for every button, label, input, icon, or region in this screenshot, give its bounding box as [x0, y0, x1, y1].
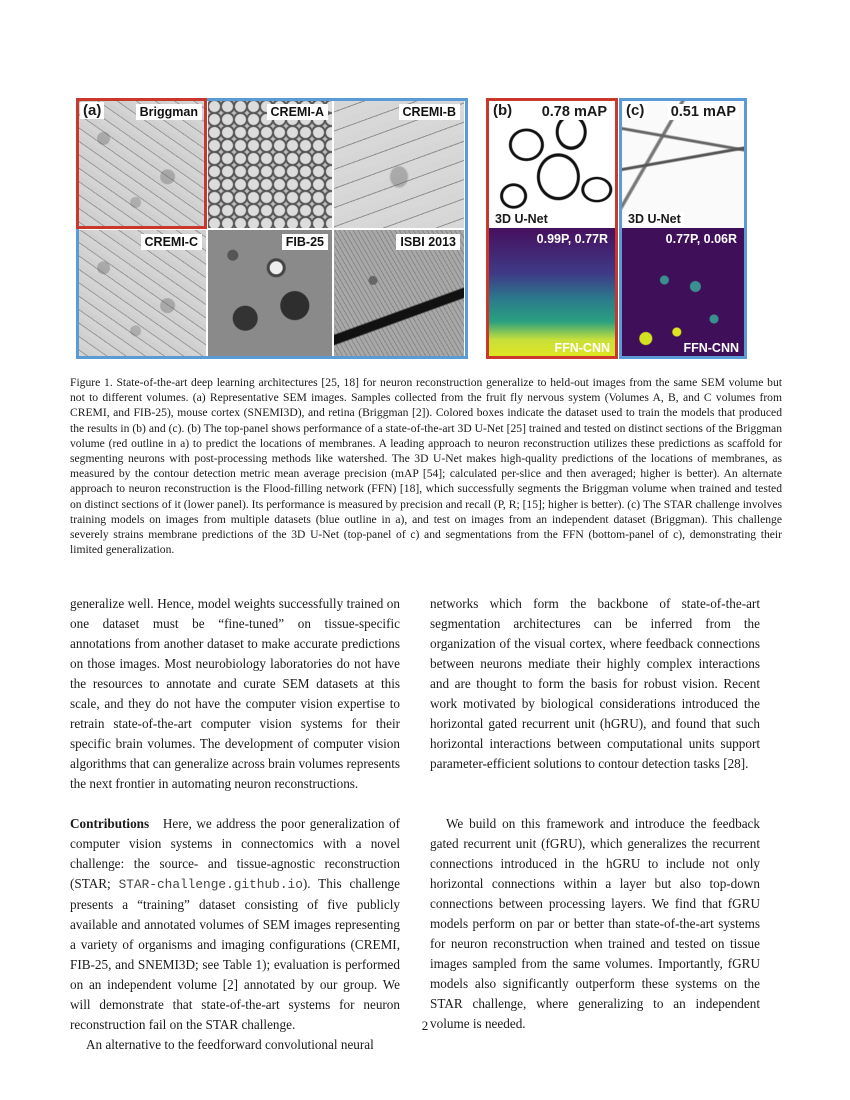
panel-b-map-score: 0.78 mAP: [539, 104, 610, 120]
right-column: [430, 594, 760, 1034]
paragraph-feedback-networks: networks which form the backbone of state-of-the-art segmentation architectures can be inferred from the organization of the visual cortex, where feedback connections between neurons mediate their highly complex interactions and are thought to form the basis for robust vision. Recent work motivated by biological considerations introduced the horizontal gated recurrent unit (hGRU), and found that such horizontal interactions between computational units support parameter-efficient solutions to contour detection tasks [28].: [430, 596, 760, 771]
paragraph-contributions: [70, 814, 400, 1035]
panel-a-sem-images: [78, 100, 468, 358]
paragraph-fgru: We build on this framework and introduce the feedback gated recurrent unit (fGRU), which generalizes the recurrent connections introduced in the hGRU to include not only horizontal connections within a layer but also top-down connections between processing layers. We find that fGRU models perform on par or better than state-of-the-art systems for neuron reconstruction when trained and tested on tissue images sampled from the same volumes. Importantly, fGRU models also significantly outperform these systems on the STAR challenge, where generalizing to an independent volume is needed.: [430, 816, 760, 1031]
panel-c-tag: (c): [623, 102, 647, 119]
tile-label: FIB-25: [282, 234, 328, 250]
panel-b: [488, 100, 616, 358]
panel-b-pr-score: 0.99P, 0.77R: [536, 232, 608, 246]
paragraph-generalize: generalize well. Hence, model weights successfully trained on one dataset must be “fine-tuned” on tissue-specific annotations from another dataset to make accurate predictions on those images. Most neurobiology laboratories do not have the resources to annotate and curate SEM datasets at this scale, and they do not have the computer vision expertise to retrain state-of-the-art computer vision systems for their specific brain volumes. The development of computer vision algorithms that can generalize across brain volumes represents the next frontier in automating neuron reconstructions.: [70, 596, 400, 791]
star-challenge-link[interactable]: STAR-challenge.github.io: [118, 877, 303, 892]
panel-b-red-outline: [486, 98, 618, 359]
paragraph-alternative: An alternative to the feedforward convolutional neural: [86, 1037, 374, 1052]
panel-c: [621, 100, 745, 358]
panel-b-unet-label: 3D U-Net: [492, 212, 551, 226]
tile-label: ISBI 2013: [396, 234, 460, 250]
left-column: [70, 594, 400, 1055]
figure-1: [78, 100, 768, 358]
tile-label: CREMI-A: [267, 104, 328, 120]
panel-a-tag: (a): [80, 102, 104, 119]
tile-label: CREMI-C: [141, 234, 202, 250]
panel-c-unet-label: 3D U-Net: [625, 212, 684, 226]
tile-label: Briggman: [136, 104, 202, 120]
figure-caption: Figure 1. State-of-the-art deep learning architectures [25, 18] for neuron reconstruction generalize to held-out images from the same SEM volume but not to different volumes. (a) Representative SEM images. Samples collected from the fruit fly nervous system (Volumes A, B, and C volumes from CREMI, and FIB-25), mouse cortex (SNEMI3D), and retina (Briggman [2]). Colored boxes indicate the dataset used to train the models that produced the results in (b) and (c). (b) The top-panel shows performance of a state-of-the-art 3D U-Net [25] trained and tested on distinct sections of the Briggman volume (red outline in a) to predict the locations of membranes. A leading approach to neuron reconstruction utilizes these predictions as scaffold for segmenting neurons with post-processing methods like watershed. The 3D U-Net makes high-quality predictions of the locations of membranes, as measured by the contour detection metric mean average precision (mAP [54]; calculated per-slice and then averaged; higher is better). An alternate approach to neuron reconstruction is the Flood-filling network (FFN) [18], which successfully segments the Briggman volume when trained and tested on distinct sections of it (lower panel). Its performance is measured by precision and recall (P, R; [15]; higher is better). (c) The STAR challenge involves training models on images from multiple datasets (blue outline in a), and test on images from an independent dataset (Briggman). This challenge severely strains membrane predictions of the 3D U-Net (top-panel of c) and segmentations from the FFN (bottom-panel of c), demonstrating their limited generalization.: [70, 376, 782, 557]
panel-c-map-score: 0.51 mAP: [668, 104, 739, 120]
contributions-text-b: ). This challenge presents a “training” dataset consisting of five publicly available and annotated volumes of SEM images representing a variety of organisms and imaging configurations (CREMI, FIB-25, and SNEMI3D; see Table 1); evaluation is performed on an independent volume [2] annotated by our group. We will demonstrate that state-of-the-art systems for neuron reconstruction fail on the STAR challenge.: [70, 876, 400, 1032]
contributions-heading: Contributions: [70, 816, 150, 831]
panel-c-blue-outline: [619, 98, 747, 359]
tile-label: CREMI-B: [399, 104, 460, 120]
contributions-text-a: Here, we address the poor generalization of computer vision systems in connectomics with a novel challenge: the source- and tissue-agnostic reconstruction (STAR;: [70, 816, 401, 891]
panel-b-tag: (b): [490, 102, 515, 119]
panel-b-ffn-label: FFN-CNN: [554, 341, 610, 355]
panel-c-ffn-label: FFN-CNN: [683, 341, 739, 355]
page-number: 2: [421, 1018, 429, 1033]
panel-c-pr-score: 0.77P, 0.06R: [665, 232, 737, 246]
